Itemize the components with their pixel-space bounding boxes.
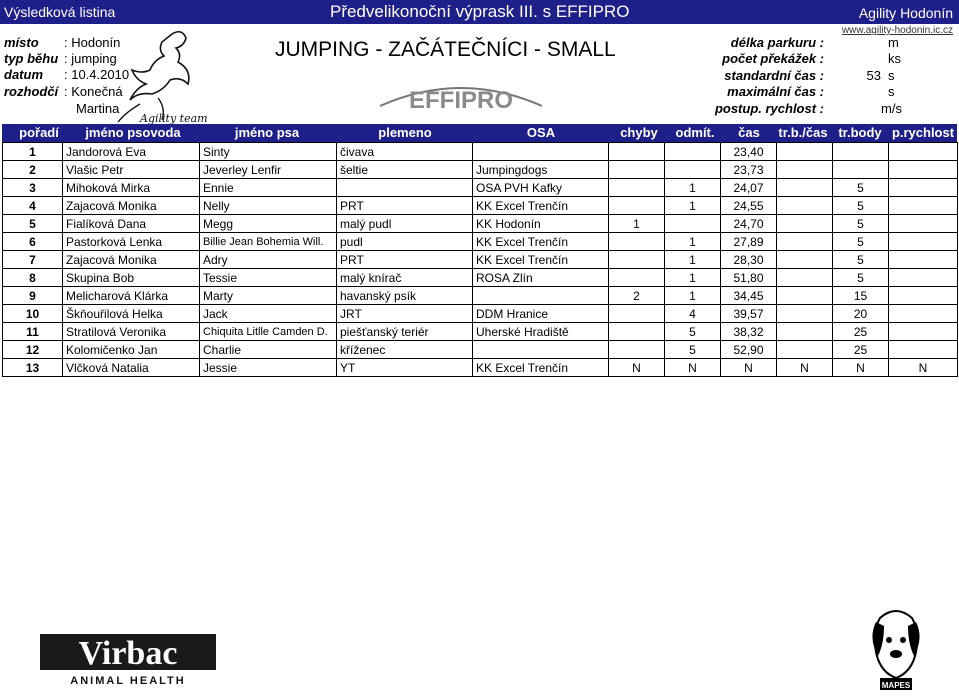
cell-faults	[609, 305, 665, 323]
cell-penalty: N	[833, 359, 889, 377]
cell-speed	[889, 305, 958, 323]
cell-handler: Vlčková Natalia	[63, 359, 200, 377]
cell-penalty: 25	[833, 341, 889, 359]
cell-time: 23,73	[721, 161, 777, 179]
cell-penalty: 20	[833, 305, 889, 323]
cell-penalty: 5	[833, 233, 889, 251]
cell-club	[473, 143, 609, 161]
cell-refusals: 5	[665, 323, 721, 341]
event-title: Předvelikonoční výprask III. s EFFIPRO	[330, 2, 630, 21]
cell-breed: čivava	[337, 143, 473, 161]
cell-penalty: 5	[833, 179, 889, 197]
cell-faults	[609, 251, 665, 269]
cell-faults	[609, 233, 665, 251]
cell-rank: 3	[3, 179, 63, 197]
cell-time-penalty	[777, 269, 833, 287]
cell-refusals	[665, 161, 721, 179]
cell-dog: Nelly	[200, 197, 337, 215]
cell-club: DDM Hranice	[473, 305, 609, 323]
table-row	[3, 323, 958, 341]
col-header-handler: jméno psovoda	[85, 125, 181, 140]
cell-handler: Vlašic Petr	[63, 161, 200, 179]
cell-club	[473, 287, 609, 305]
col-header-time: čas	[738, 125, 760, 140]
cell-time-penalty: N	[777, 359, 833, 377]
cell-breed: šeltie	[337, 161, 473, 179]
effipro-text: EFFIPRO	[408, 87, 514, 112]
effipro-logo	[376, 76, 546, 112]
cell-penalty	[833, 143, 889, 161]
cell-time: 24,07	[721, 179, 777, 197]
cell-speed	[889, 251, 958, 269]
cell-club: KK Excel Trenčín	[473, 197, 609, 215]
col-header-faults: chyby	[620, 125, 658, 140]
cell-dog: Billie Jean Bohemia Will.	[200, 233, 337, 251]
cell-refusals: 1	[665, 251, 721, 269]
info-typ	[4, 51, 117, 66]
col-header-speed: p.rychlost	[891, 125, 955, 140]
cell-breed: havanský psík	[337, 287, 473, 305]
typ-label: typ běhu	[4, 51, 59, 66]
cell-speed	[889, 161, 958, 179]
cell-penalty: 5	[833, 251, 889, 269]
cell-speed	[889, 341, 958, 359]
top-bar	[0, 0, 959, 24]
cell-time: 38,32	[721, 323, 777, 341]
cell-time-penalty	[777, 197, 833, 215]
cell-speed	[889, 143, 958, 161]
table-row	[3, 287, 958, 305]
table-row	[3, 305, 958, 323]
cell-rank: 13	[3, 359, 63, 377]
table-row	[3, 359, 958, 377]
param-unit-speed: m/s	[881, 101, 902, 116]
cell-penalty: 5	[833, 215, 889, 233]
cell-time: 28,30	[721, 251, 777, 269]
mapes-text: MAPES	[881, 681, 911, 690]
cell-time: 39,57	[721, 305, 777, 323]
cell-breed: PRT	[337, 251, 473, 269]
table-row	[3, 233, 958, 251]
cell-refusals	[665, 143, 721, 161]
cell-time-penalty	[777, 215, 833, 233]
cell-rank: 12	[3, 341, 63, 359]
cell-dog: Jack	[200, 305, 337, 323]
cell-breed: PRT	[337, 197, 473, 215]
cell-refusals: 4	[665, 305, 721, 323]
cell-rank: 4	[3, 197, 63, 215]
col-header-dog: jméno psa	[234, 125, 300, 140]
cell-time: 24,70	[721, 215, 777, 233]
cell-refusals: 1	[665, 233, 721, 251]
cell-time-penalty	[777, 341, 833, 359]
cell-speed	[889, 233, 958, 251]
cell-speed	[889, 269, 958, 287]
virbac-logo	[38, 626, 218, 686]
cell-refusals: N	[665, 359, 721, 377]
cell-rank: 11	[3, 323, 63, 341]
cell-rank: 8	[3, 269, 63, 287]
cell-rank: 2	[3, 161, 63, 179]
col-header-breed: plemeno	[378, 125, 432, 140]
table-row	[3, 215, 958, 233]
results-header	[2, 124, 957, 142]
cell-refusals	[665, 215, 721, 233]
cell-rank: 6	[3, 233, 63, 251]
cell-handler: Pastorková Lenka	[63, 233, 200, 251]
cell-faults: N	[609, 359, 665, 377]
rozhodci-value-2: Martina	[76, 101, 120, 116]
cell-dog: Chiquita Litlle Camden D.	[200, 323, 337, 341]
cell-speed: N	[889, 359, 958, 377]
table-row	[3, 161, 958, 179]
cell-time: 23,40	[721, 143, 777, 161]
cell-breed: malý knírač	[337, 269, 473, 287]
cell-dog: Charlie	[200, 341, 337, 359]
param-unit-obstacles: ks	[888, 51, 901, 66]
cell-handler: Jandorová Eva	[63, 143, 200, 161]
cell-club	[473, 341, 609, 359]
cell-time: 51,80	[721, 269, 777, 287]
cell-penalty: 5	[833, 269, 889, 287]
misto-value: : Hodonín	[64, 35, 121, 50]
cell-club: Jumpingdogs	[473, 161, 609, 179]
cell-handler: Stratilová Veronika	[63, 323, 200, 341]
cell-dog: Tessie	[200, 269, 337, 287]
param-unit-length: m	[888, 35, 899, 50]
param-label-max-time: maximální čas :	[727, 84, 824, 99]
cell-handler: Kolomičenko Jan	[63, 341, 200, 359]
datum-label: datum	[4, 67, 43, 82]
cell-time: 34,45	[721, 287, 777, 305]
cell-handler: Zajacová Monika	[63, 251, 200, 269]
cell-breed: YT	[337, 359, 473, 377]
cell-penalty: 15	[833, 287, 889, 305]
doc-type-label: Výsledková listina	[4, 4, 116, 20]
cell-breed: JRT	[337, 305, 473, 323]
cell-rank: 10	[3, 305, 63, 323]
cell-penalty: 5	[833, 197, 889, 215]
cell-faults	[609, 323, 665, 341]
cell-refusals: 1	[665, 179, 721, 197]
run-title: JUMPING - ZAČÁTEČNÍCI - SMALL	[275, 38, 616, 61]
cell-club: KK Excel Trenčín	[473, 251, 609, 269]
cell-handler: Škňouřilová Helka	[63, 305, 200, 323]
col-header-penalty: tr.body	[838, 125, 882, 140]
table-row	[3, 197, 958, 215]
cell-refusals: 1	[665, 287, 721, 305]
cell-faults	[609, 269, 665, 287]
cell-time-penalty	[777, 233, 833, 251]
cell-time-penalty	[777, 179, 833, 197]
table-row	[3, 179, 958, 197]
cell-faults: 1	[609, 215, 665, 233]
cell-time-penalty	[777, 143, 833, 161]
cell-dog: Ennie	[200, 179, 337, 197]
cell-faults	[609, 179, 665, 197]
mapes-logo	[866, 608, 926, 694]
cell-time-penalty	[777, 287, 833, 305]
cell-faults	[609, 143, 665, 161]
info-datum	[4, 67, 130, 82]
cell-speed	[889, 215, 958, 233]
cell-rank: 9	[3, 287, 63, 305]
cell-breed: kříženec	[337, 341, 473, 359]
cell-dog: Adry	[200, 251, 337, 269]
col-header-refusals: odmít.	[675, 125, 715, 140]
col-header-club: OSA	[526, 125, 556, 140]
param-label-length: délka parkuru :	[730, 35, 824, 50]
datum-value: : 10.4.2010	[64, 67, 130, 82]
cell-penalty	[833, 161, 889, 179]
cell-handler: Fialíková Dana	[63, 215, 200, 233]
cell-rank: 7	[3, 251, 63, 269]
cell-handler: Mihoková Mirka	[63, 179, 200, 197]
table-row	[3, 251, 958, 269]
agility-team-logo	[110, 26, 220, 124]
typ-value: : jumping	[64, 51, 117, 66]
rozhodci-label: rozhodčí	[4, 84, 59, 99]
table-row	[3, 341, 958, 359]
param-unit-max-time: s	[888, 84, 895, 99]
cell-club: ROSA Zlín	[473, 269, 609, 287]
table-row	[3, 143, 958, 161]
misto-label: místo	[4, 35, 39, 50]
cell-time-penalty	[777, 251, 833, 269]
cell-speed	[889, 197, 958, 215]
cell-time: 27,89	[721, 233, 777, 251]
club-name: Agility Hodonín	[858, 5, 953, 21]
cell-dog: Sinty	[200, 143, 337, 161]
virbac-subtext: ANIMAL HEALTH	[70, 675, 186, 686]
cell-dog: Megg	[200, 215, 337, 233]
col-header-rank: pořadí	[19, 125, 59, 140]
param-label-std-time: standardní čas :	[724, 68, 824, 83]
cell-speed	[889, 179, 958, 197]
cell-handler: Skupina Bob	[63, 269, 200, 287]
cell-refusals: 1	[665, 197, 721, 215]
param-value-std-time: 53	[866, 68, 881, 83]
cell-time: N	[721, 359, 777, 377]
cell-faults: 2	[609, 287, 665, 305]
cell-dog: Jeverley Lenfir	[200, 161, 337, 179]
cell-time: 52,90	[721, 341, 777, 359]
info-misto	[4, 35, 121, 50]
cell-club: KK Hodonín	[473, 215, 609, 233]
cell-breed: piešťanský teriér	[337, 323, 473, 341]
cell-faults	[609, 161, 665, 179]
table-row	[3, 269, 958, 287]
cell-faults	[609, 197, 665, 215]
cell-penalty: 25	[833, 323, 889, 341]
virbac-text: Virbac	[78, 635, 178, 672]
cell-breed: malý pudl	[337, 215, 473, 233]
cell-breed	[337, 179, 473, 197]
cell-breed: pudl	[337, 233, 473, 251]
rozhodci-value: : Konečná	[64, 84, 123, 99]
cell-handler: Melicharová Klárka	[63, 287, 200, 305]
info-rozhodci	[4, 84, 123, 99]
cell-rank: 5	[3, 215, 63, 233]
cell-refusals: 1	[665, 269, 721, 287]
param-label-speed: postup. rychlost :	[714, 101, 824, 116]
cell-time: 24,55	[721, 197, 777, 215]
param-unit-std-time: s	[888, 68, 895, 83]
cell-dog: Marty	[200, 287, 337, 305]
results-table	[2, 142, 958, 377]
cell-club: KK Excel Trenčín	[473, 233, 609, 251]
cell-rank: 1	[3, 143, 63, 161]
cell-speed	[889, 287, 958, 305]
cell-time-penalty	[777, 323, 833, 341]
website-link[interactable]: www.agility-hodonin.ic.cz	[841, 25, 953, 36]
cell-time-penalty	[777, 161, 833, 179]
agility-team-text: Agility team	[140, 112, 208, 124]
cell-refusals: 5	[665, 341, 721, 359]
cell-time-penalty	[777, 305, 833, 323]
param-label-obstacles: počet překážek :	[722, 51, 824, 66]
cell-club: OSA PVH Kafky	[473, 179, 609, 197]
cell-dog: Jessie	[200, 359, 337, 377]
cell-speed	[889, 323, 958, 341]
col-header-time-penalty: tr.b./čas	[778, 125, 828, 140]
cell-faults	[609, 341, 665, 359]
cell-club: Uherské Hradiště	[473, 323, 609, 341]
cell-handler: Zajacová Monika	[63, 197, 200, 215]
cell-club: KK Excel Trenčín	[473, 359, 609, 377]
